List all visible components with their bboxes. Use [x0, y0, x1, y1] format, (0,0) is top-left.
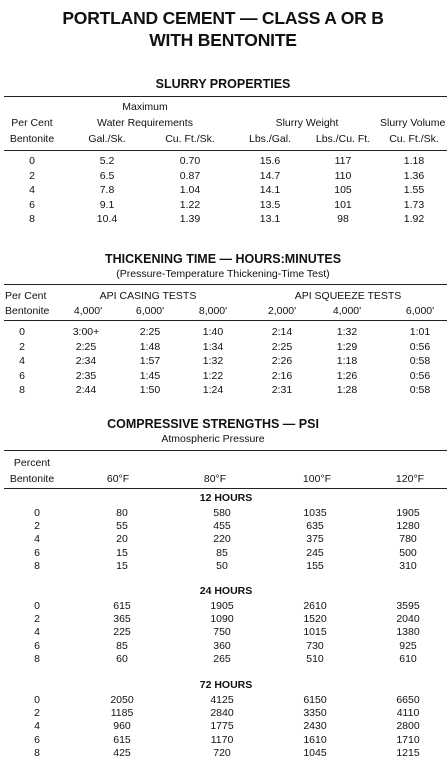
- compressive-cell-psi: 2610: [303, 600, 327, 612]
- slurry-header-bentonite: Bentonite: [9, 133, 55, 145]
- thickening-cell-time: 1:57: [139, 355, 161, 368]
- compressive-cell-bentonite: 4: [34, 720, 40, 733]
- compressive-cell-psi: 1035: [303, 507, 327, 519]
- thickening-cell-bentonite: 2: [19, 340, 25, 353]
- compressive-cell-psi: 20: [116, 533, 128, 546]
- slurry-cell-bentonite: 0: [29, 155, 35, 167]
- thickening-cell-time: 1:32: [202, 355, 224, 368]
- thickening-cell-bentonite: 6: [19, 369, 25, 382]
- thickening-cell-time: 1:50: [139, 384, 161, 397]
- compressive-cell-psi: 2040: [396, 613, 420, 626]
- thickening-cell-time: 0:58: [409, 384, 431, 397]
- slurry-cell-cuft-sk: 1.39: [179, 213, 201, 225]
- slurry-cell-cuft-sk: 1.04: [179, 184, 201, 196]
- compressive-cell-psi: 960: [113, 720, 131, 733]
- slurry-top-rule: [4, 96, 447, 97]
- compressive-cell-psi: 425: [113, 746, 131, 759]
- compressive-cell-bentonite: 0: [34, 507, 40, 519]
- slurry-header-slurry-volume: Slurry Volume: [380, 117, 446, 129]
- title-line-2: WITH BENTONITE: [149, 30, 297, 50]
- compressive-header-bentonite: Bentonite: [9, 473, 55, 485]
- compressive-cell-psi: 4125: [210, 694, 234, 706]
- compressive-cell-psi: 85: [216, 546, 228, 559]
- compressive-subheading: Atmospheric Pressure: [161, 433, 265, 445]
- slurry-header-lbs-gal: Lbs./Gal.: [248, 133, 292, 145]
- thickening-cell-time: 2:26: [271, 355, 293, 368]
- compressive-cell-psi: 375: [306, 533, 324, 546]
- title-line-1: PORTLAND CEMENT — CLASS A OR B: [62, 8, 384, 28]
- slurry-cell-bentonite: 6: [29, 198, 35, 211]
- compressive-cell-bentonite: 0: [34, 600, 40, 612]
- compressive-cell-psi: 635: [306, 520, 324, 533]
- slurry-cell-volume: 1.18: [403, 155, 425, 167]
- compressive-header-rule: [4, 488, 447, 489]
- slurry-header-cuft-sk: Cu. Ft./Sk.: [165, 133, 215, 145]
- compressive-cell-psi: 615: [113, 733, 131, 746]
- thickening-cell-time: 1:48: [139, 340, 161, 353]
- thickening-cell-time: 1:45: [139, 369, 161, 382]
- slurry-header-cuft-sk-volume: Cu. Ft./Sk.: [389, 133, 439, 145]
- slurry-cell-lbs-cuft: 98: [337, 213, 349, 225]
- compressive-cell-bentonite: 6: [34, 733, 40, 746]
- compressive-cell-bentonite: 8: [34, 652, 40, 665]
- thickening-cell-time: 1:22: [202, 369, 224, 382]
- slurry-cell-cuft-sk: 1.22: [179, 198, 201, 211]
- slurry-cell-lbs-gal: 15.6: [259, 155, 281, 167]
- thickening-cell-time: 1:28: [336, 384, 358, 397]
- compressive-cell-psi: 730: [306, 639, 324, 652]
- thickening-cell-time: 1:26: [336, 369, 358, 382]
- compressive-cell-psi: 1015: [303, 626, 327, 639]
- compressive-cell-psi: 2430: [303, 720, 327, 733]
- compressive-cell-psi: 925: [399, 639, 417, 652]
- compressive-cell-psi: 60: [116, 652, 128, 665]
- slurry-cell-gal-sk: 10.4: [96, 213, 118, 225]
- thickening-subheading: (Pressure-Temperature Thickening-Time Test): [116, 268, 330, 280]
- compressive-cell-psi: 225: [113, 626, 131, 639]
- slurry-cell-volume: 1.73: [403, 198, 425, 211]
- compressive-cell-psi: 85: [116, 639, 128, 652]
- slurry-header-slurry-weight: Slurry Weight: [275, 117, 339, 129]
- thickening-cell-time: 0:58: [409, 355, 431, 368]
- compressive-cell-psi: 1520: [303, 613, 327, 626]
- compressive-cell-psi: 1215: [396, 746, 420, 759]
- compressive-cell-psi: 220: [213, 533, 231, 546]
- thickening-header-depth: 4,000': [73, 305, 103, 317]
- thickening-header-depth: 6,000': [135, 305, 165, 317]
- compressive-cell-psi: 265: [213, 652, 231, 665]
- slurry-header-maximum: Maximum: [122, 101, 168, 113]
- compressive-group-label: 72 HOURS: [199, 679, 253, 691]
- compressive-cell-psi: 3350: [303, 707, 327, 720]
- compressive-cell-bentonite: 4: [34, 533, 40, 546]
- thickening-header-per-cent: Per Cent: [5, 290, 47, 302]
- slurry-header-lbs-cuft: Lbs./Cu. Ft.: [315, 133, 371, 145]
- thickening-cell-time: 1:24: [202, 384, 224, 397]
- thickening-cell-time: 0:56: [409, 340, 431, 353]
- compressive-cell-psi: 6650: [396, 694, 420, 706]
- compressive-cell-psi: 510: [306, 652, 324, 665]
- thickening-header-depth: 4,000': [332, 305, 362, 317]
- compressive-cell-psi: 15: [116, 559, 128, 572]
- thickening-cell-time: 2:34: [75, 355, 97, 368]
- thickening-cell-bentonite: 4: [19, 355, 25, 368]
- thickening-cell-time: 1:01: [409, 326, 431, 338]
- slurry-cell-lbs-gal: 13.1: [259, 213, 281, 225]
- compressive-cell-bentonite: 4: [34, 626, 40, 639]
- thickening-cell-time: 2:35: [75, 369, 97, 382]
- slurry-cell-lbs-cuft: 101: [334, 198, 352, 211]
- compressive-header-percent: Percent: [13, 457, 51, 469]
- compressive-cell-psi: 1610: [303, 733, 327, 746]
- compressive-cell-psi: 50: [216, 559, 228, 572]
- compressive-cell-psi: 610: [399, 652, 417, 665]
- compressive-cell-psi: 2050: [110, 694, 134, 706]
- compressive-header-temperature: 80°F: [203, 473, 227, 485]
- thickening-cell-bentonite: 0: [19, 326, 25, 338]
- compressive-cell-psi: 750: [213, 626, 231, 639]
- thickening-cell-time: 2:16: [271, 369, 293, 382]
- thickening-cell-time: 2:25: [139, 326, 161, 338]
- compressive-cell-psi: 500: [399, 546, 417, 559]
- compressive-top-rule: [4, 450, 447, 451]
- compressive-cell-psi: 80: [116, 507, 128, 519]
- slurry-cell-gal-sk: 6.5: [99, 169, 115, 182]
- thickening-header-rule: [4, 320, 447, 321]
- thickening-cell-time: 3:00+: [72, 326, 100, 338]
- slurry-cell-gal-sk: 7.8: [99, 184, 115, 196]
- compressive-cell-psi: 1170: [210, 733, 234, 746]
- slurry-cell-bentonite: 2: [29, 169, 35, 182]
- compressive-cell-bentonite: 2: [34, 520, 40, 533]
- slurry-header-per-cent: Per Cent: [11, 117, 53, 129]
- compressive-cell-bentonite: 6: [34, 639, 40, 652]
- compressive-cell-psi: 720: [213, 746, 231, 759]
- compressive-cell-psi: 155: [306, 559, 324, 572]
- thickening-cell-time: 2:14: [271, 326, 293, 338]
- compressive-cell-psi: 580: [213, 507, 231, 519]
- compressive-cell-psi: 780: [399, 533, 417, 546]
- compressive-cell-bentonite: 8: [34, 746, 40, 759]
- compressive-heading: COMPRESSIVE STRENGTHS — PSI: [107, 417, 319, 431]
- compressive-cell-bentonite: 8: [34, 559, 40, 572]
- compressive-cell-psi: 455: [213, 520, 231, 533]
- slurry-cell-lbs-gal: 14.1: [259, 184, 281, 196]
- compressive-header-temperature: 100°F: [302, 473, 332, 485]
- slurry-cell-lbs-cuft: 117: [334, 155, 352, 167]
- thickening-cell-time: 1:32: [336, 326, 358, 338]
- compressive-cell-bentonite: 2: [34, 707, 40, 720]
- compressive-cell-psi: 365: [113, 613, 131, 626]
- slurry-cell-gal-sk: 5.2: [99, 155, 115, 167]
- slurry-cell-lbs-cuft: 110: [334, 169, 352, 182]
- thickening-cell-time: 2:44: [75, 384, 97, 397]
- thickening-cell-time: 2:25: [271, 340, 293, 353]
- thickening-cell-time: 0:56: [409, 369, 431, 382]
- thickening-heading: THICKENING TIME — HOURS:MINUTES: [104, 252, 342, 266]
- slurry-header-rule: [4, 150, 447, 151]
- thickening-cell-time: 2:25: [75, 340, 97, 353]
- thickening-cell-time: 1:40: [202, 326, 224, 338]
- thickening-header-squeeze-tests: API SQUEEZE TESTS: [294, 290, 402, 302]
- compressive-cell-psi: 4110: [396, 707, 420, 720]
- slurry-cell-bentonite: 8: [29, 213, 35, 225]
- slurry-cell-lbs-cuft: 105: [334, 184, 352, 196]
- slurry-heading: SLURRY PROPERTIES: [155, 77, 291, 91]
- compressive-cell-psi: 1775: [210, 720, 234, 733]
- compressive-cell-psi: 310: [399, 559, 417, 572]
- compressive-cell-bentonite: 6: [34, 546, 40, 559]
- slurry-cell-volume: 1.92: [403, 213, 425, 225]
- slurry-header-water-requirements: Water Requirements: [97, 117, 193, 129]
- compressive-cell-psi: 6150: [303, 694, 327, 706]
- thickening-header-depth: 2,000': [267, 305, 297, 317]
- thickening-cell-time: 1:18: [336, 355, 358, 368]
- compressive-cell-psi: 55: [116, 520, 128, 533]
- slurry-cell-gal-sk: 9.1: [99, 198, 115, 211]
- compressive-cell-psi: 1905: [396, 507, 420, 519]
- slurry-cell-lbs-gal: 13.5: [259, 198, 281, 211]
- compressive-cell-psi: 1045: [303, 746, 327, 759]
- thickening-header-depth: 6,000': [405, 305, 435, 317]
- slurry-cell-cuft-sk: 0.87: [179, 169, 201, 182]
- slurry-cell-lbs-gal: 14.7: [259, 169, 281, 182]
- compressive-cell-psi: 15: [116, 546, 128, 559]
- compressive-cell-psi: 3595: [396, 600, 420, 612]
- compressive-cell-psi: 1380: [396, 626, 420, 639]
- compressive-header-temperature: 120°F: [395, 473, 425, 485]
- compressive-cell-psi: 360: [213, 639, 231, 652]
- compressive-cell-psi: 1090: [210, 613, 234, 626]
- thickening-cell-time: 2:31: [271, 384, 293, 397]
- compressive-cell-bentonite: 0: [34, 694, 40, 706]
- slurry-cell-volume: 1.36: [403, 169, 425, 182]
- compressive-header-temperature: 60°F: [106, 473, 130, 485]
- compressive-cell-psi: 2840: [210, 707, 234, 720]
- slurry-header-gal-sk: Gal./Sk.: [88, 133, 126, 145]
- slurry-cell-bentonite: 4: [29, 184, 35, 196]
- thickening-cell-bentonite: 8: [19, 384, 25, 397]
- slurry-cell-cuft-sk: 0.70: [179, 155, 201, 167]
- compressive-cell-psi: 1280: [396, 520, 420, 533]
- compressive-group-label: 12 HOURS: [199, 492, 253, 504]
- thickening-cell-time: 1:34: [202, 340, 224, 353]
- thickening-header-depth: 8,000': [198, 305, 228, 317]
- thickening-top-rule: [4, 284, 447, 285]
- compressive-cell-bentonite: 2: [34, 613, 40, 626]
- slurry-cell-volume: 1.55: [403, 184, 425, 196]
- compressive-cell-psi: 2800: [396, 720, 420, 733]
- thickening-header-bentonite: Bentonite: [5, 305, 50, 317]
- thickening-header-casing-tests: API CASING TESTS: [99, 290, 197, 302]
- compressive-cell-psi: 615: [113, 600, 131, 612]
- compressive-cell-psi: 1710: [396, 733, 420, 746]
- compressive-group-label: 24 HOURS: [199, 585, 253, 597]
- thickening-cell-time: 1:29: [336, 340, 358, 353]
- compressive-cell-psi: 1185: [110, 707, 134, 720]
- compressive-cell-psi: 1905: [210, 600, 234, 612]
- compressive-cell-psi: 245: [306, 546, 324, 559]
